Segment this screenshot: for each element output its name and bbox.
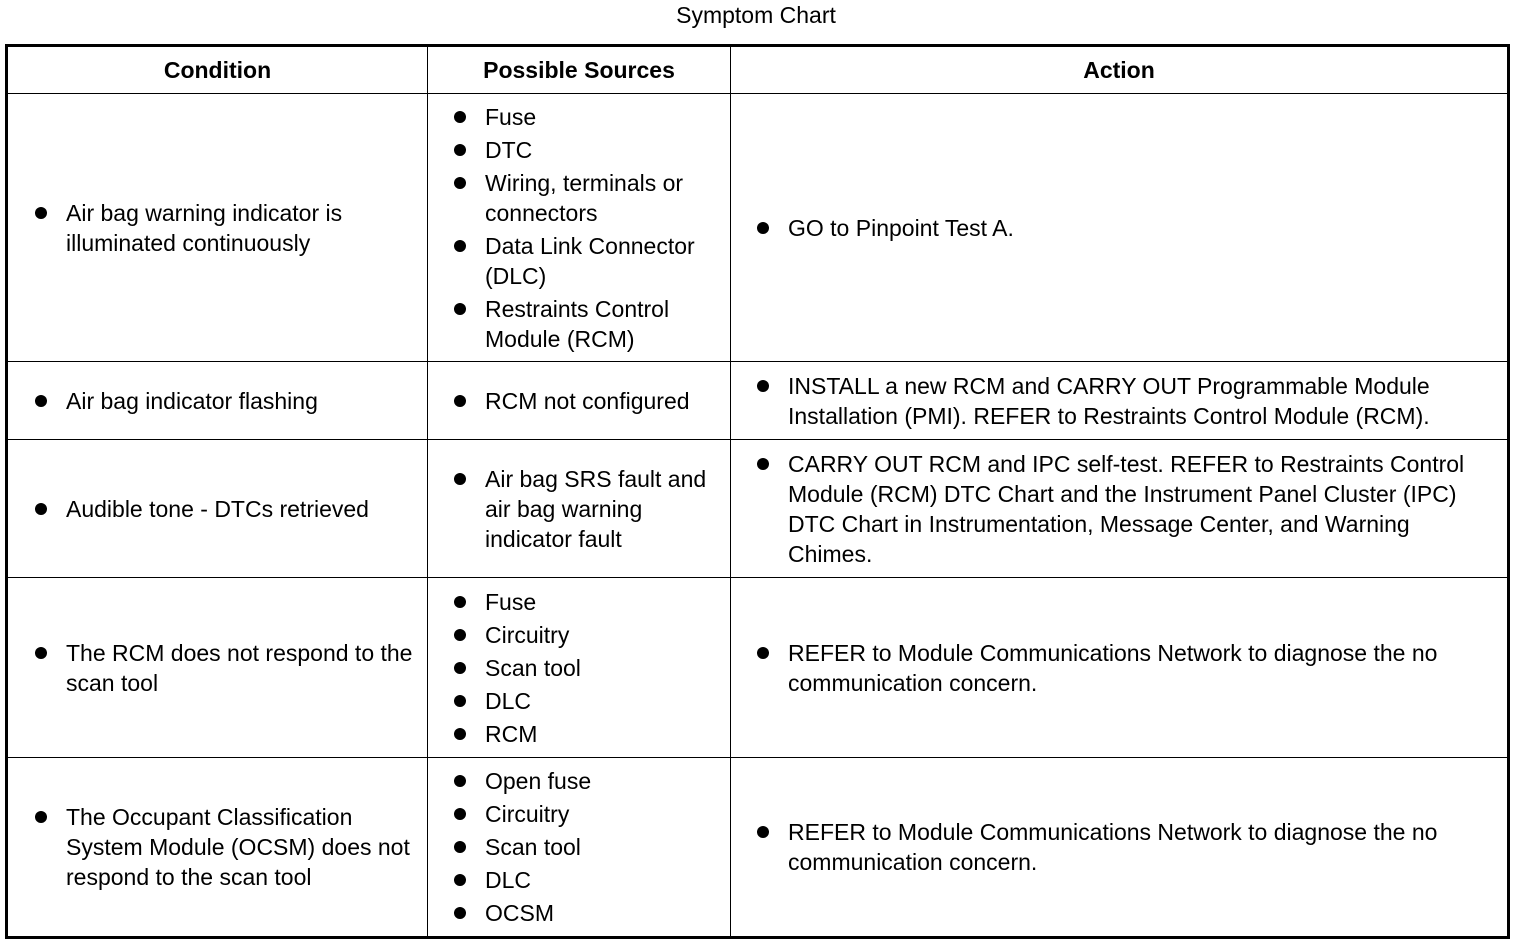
condition-item [8, 494, 427, 524]
bullet-icon [454, 841, 466, 853]
bullet-icon [35, 503, 47, 515]
condition-item [8, 386, 427, 416]
action-item [731, 213, 1507, 243]
action-text: GO to Pinpoint Test A. [788, 214, 1014, 241]
condition-text: Air bag indicator flashing [66, 387, 318, 414]
source-item [428, 386, 730, 416]
bullet-icon [757, 380, 769, 392]
header-condition: Condition [7, 46, 428, 94]
source-item [428, 102, 730, 132]
bullet-icon [454, 596, 466, 608]
source-text: Scan tool [485, 654, 581, 681]
source-item [428, 464, 730, 554]
source-text: Data Link Connector (DLC) [485, 232, 695, 289]
bullet-icon [454, 907, 466, 919]
source-item [428, 587, 730, 617]
source-text: RCM not configured [485, 387, 690, 414]
action-cell [731, 440, 1509, 578]
action-text: REFER to Module Communications Network to diagnose the no communication concern. [788, 639, 1438, 696]
source-item [428, 653, 730, 683]
condition-text: The RCM does not respond to the scan tool [66, 639, 413, 696]
source-item [428, 898, 730, 928]
action-text: INSTALL a new RCM and CARRY OUT Programmable Module Installation (PMI). REFER to Restraints Control Module (RCM). [788, 372, 1430, 429]
condition-cell [7, 758, 428, 938]
condition-cell [7, 440, 428, 578]
source-text: OCSM [485, 900, 554, 926]
source-text: Open fuse [485, 768, 592, 794]
source-item [428, 865, 730, 895]
bullet-icon [454, 240, 466, 252]
condition-cell [7, 578, 428, 758]
page-title: Symptom Chart [676, 2, 836, 28]
bullet-icon [454, 303, 466, 315]
source-text: Fuse [485, 588, 537, 615]
source-text: DTC [485, 136, 533, 163]
action-cell [731, 578, 1509, 758]
action-item [731, 817, 1507, 877]
sources-cell [428, 362, 731, 440]
bullet-icon [757, 222, 769, 234]
bullet-icon [454, 395, 466, 407]
source-item [428, 766, 730, 796]
action-text: REFER to Module Communications Network to diagnose the no communication concern. [788, 819, 1438, 875]
source-text: Wiring, terminals or connectors [485, 169, 684, 226]
table-row [7, 758, 1509, 938]
bullet-icon [757, 647, 769, 659]
source-item [428, 294, 730, 354]
table-row [7, 362, 1509, 440]
action-item [731, 371, 1507, 431]
condition-text: The Occupant Classification System Module (OCSM) does not respond to the scan tool [66, 804, 410, 890]
source-item [428, 135, 730, 165]
bullet-icon [35, 395, 47, 407]
condition-item [8, 198, 427, 258]
sources-cell [428, 440, 731, 578]
header-row [7, 46, 1509, 94]
action-item [731, 449, 1507, 569]
action-cell [731, 362, 1509, 440]
source-text: Air bag SRS fault and air bag warning indicator fault [485, 465, 707, 552]
source-item [428, 231, 730, 291]
bullet-icon [454, 874, 466, 886]
table-row [7, 94, 1509, 362]
bullet-icon [757, 458, 769, 470]
action-text: CARRY OUT RCM and IPC self-test. REFER to Restraints Control Module (RCM) DTC Chart and the Instrument Panel Cluster (IPC) DTC Chart in Instrumentation, Message Center, and Warning Chimes. [788, 450, 1465, 567]
source-text: DLC [485, 687, 532, 714]
condition-text: Audible tone - DTCs retrieved [66, 495, 369, 522]
sources-cell [428, 94, 731, 362]
bullet-icon [35, 647, 47, 659]
source-text: Circuitry [485, 801, 570, 827]
header-action: Action [731, 46, 1509, 94]
source-text: Scan tool [485, 834, 581, 860]
action-item [731, 638, 1507, 698]
bullet-icon [454, 662, 466, 674]
source-item [428, 719, 730, 749]
source-item [428, 686, 730, 716]
condition-cell [7, 94, 428, 362]
bullet-icon [35, 207, 47, 219]
bullet-icon [454, 728, 466, 740]
condition-item [8, 638, 427, 698]
source-text: DLC [485, 867, 532, 893]
source-item [428, 799, 730, 829]
bullet-icon [454, 144, 466, 156]
bullet-icon [757, 826, 769, 838]
action-cell [731, 758, 1509, 938]
source-item [428, 832, 730, 862]
bullet-icon [454, 473, 466, 485]
table-row [7, 578, 1509, 758]
condition-text: Air bag warning indicator is illuminated continuously [66, 199, 343, 256]
header-possible-sources: Possible Sources [428, 46, 731, 94]
symptom-table [5, 44, 1510, 939]
bullet-icon [35, 811, 47, 823]
bullet-icon [454, 808, 466, 820]
condition-item [8, 802, 427, 892]
bullet-icon [454, 177, 466, 189]
sources-cell [428, 758, 731, 938]
bullet-icon [454, 695, 466, 707]
source-text: RCM [485, 720, 538, 747]
bullet-icon [454, 775, 466, 787]
condition-cell [7, 362, 428, 440]
bullet-icon [454, 629, 466, 641]
table-row [7, 440, 1509, 578]
bullet-icon [454, 111, 466, 123]
source-item [428, 168, 730, 228]
source-text: Fuse [485, 103, 537, 130]
source-text: Circuitry [485, 621, 570, 648]
source-item [428, 620, 730, 650]
action-cell [731, 94, 1509, 362]
source-text: Restraints Control Module (RCM) [485, 295, 670, 352]
sources-cell [428, 578, 731, 758]
